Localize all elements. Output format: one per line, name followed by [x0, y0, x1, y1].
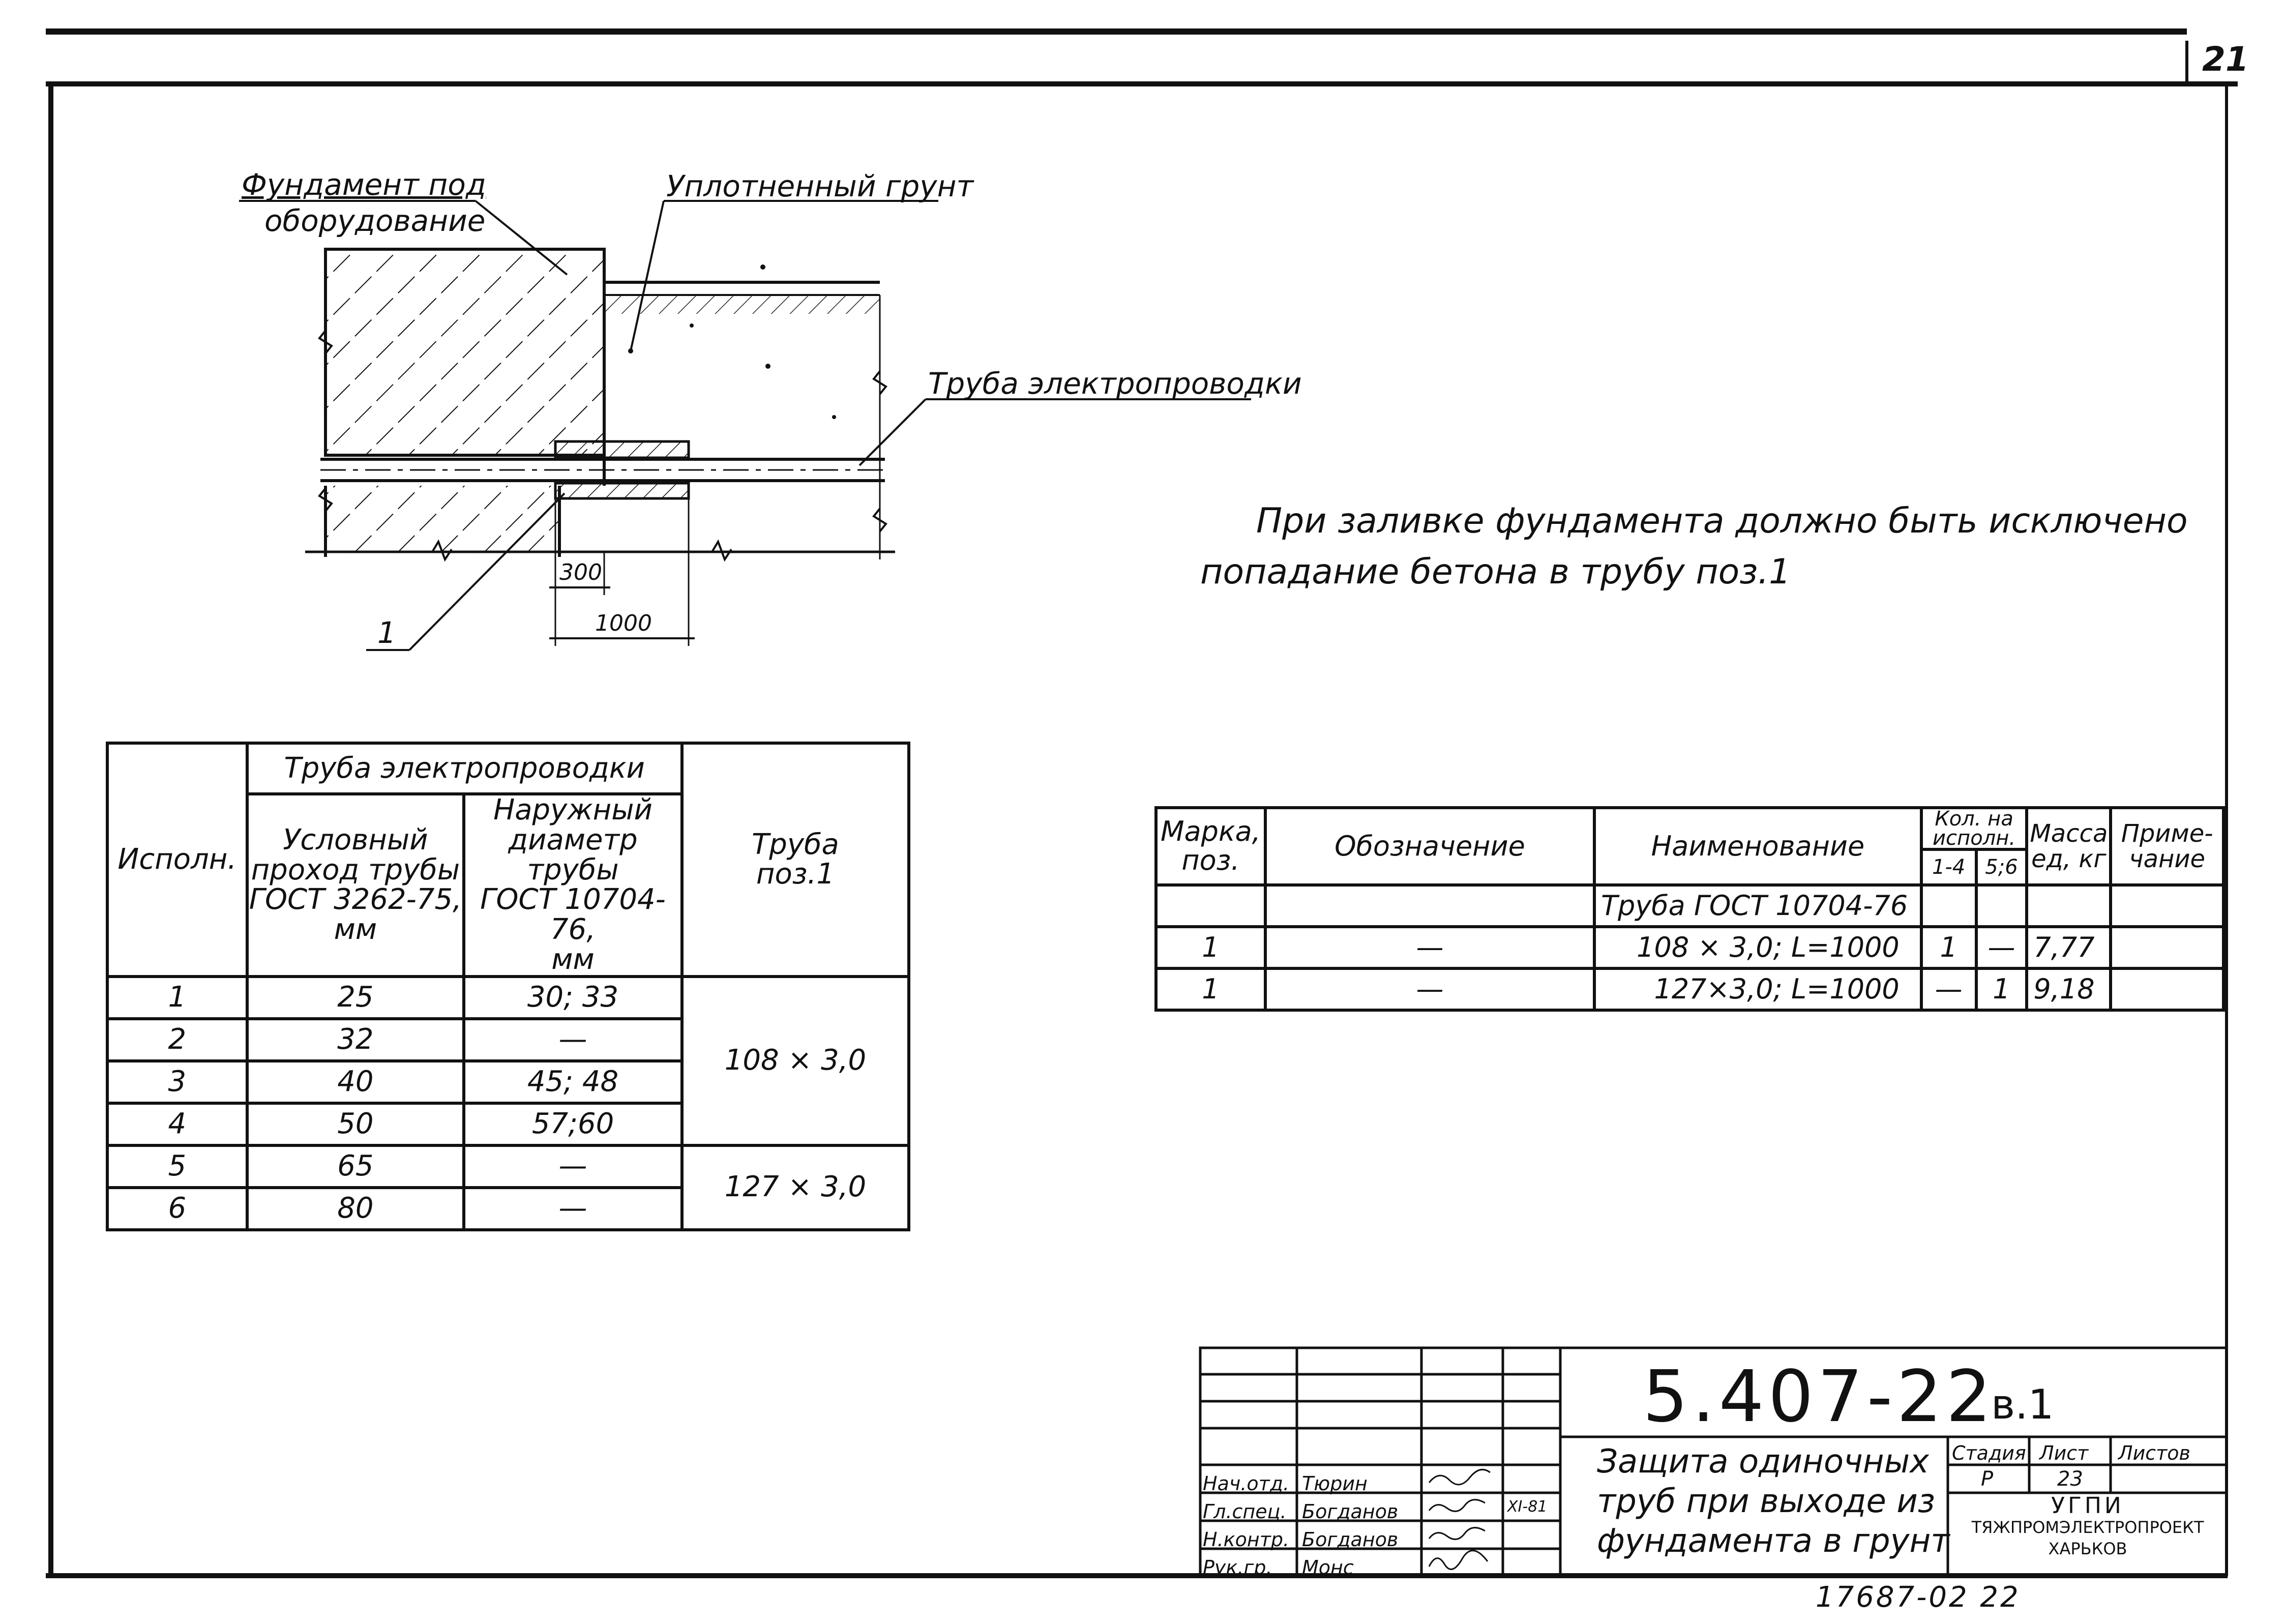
cell-cond: 25	[247, 977, 464, 1019]
label-wiring-pipe: Труба электропроводки	[928, 366, 1302, 401]
label-foundation-2: оборудование	[264, 203, 486, 238]
cell-exec: 2	[107, 1019, 247, 1061]
h-qty-a: 1-4	[1921, 849, 1976, 885]
cell-qty-b: 1	[1976, 968, 2027, 1010]
cell-outer: 30; 33	[464, 977, 682, 1019]
cell-mark: 1	[1156, 927, 1265, 968]
cell-pipe-a: 108 × 3,0	[682, 977, 909, 1145]
cell-qty-b: —	[1976, 927, 2027, 968]
cell-exec: 3	[107, 1061, 247, 1103]
cell-outer: 57;60	[464, 1103, 682, 1145]
header-exec: Исполн.	[107, 743, 247, 977]
cell-mass: 7,77	[2027, 927, 2111, 968]
cell-qty-a: 1	[1921, 927, 1976, 968]
cell-outer: 45; 48	[464, 1061, 682, 1103]
cell-exec: 1	[107, 977, 247, 1019]
cell-outer: —	[464, 1188, 682, 1230]
h-name: Наименование	[1594, 808, 1921, 885]
cell-mark: 1	[1156, 968, 1265, 1010]
cell-exec: 4	[107, 1103, 247, 1145]
h-designation: Обозначение	[1265, 808, 1594, 885]
dim-1000: 1000	[595, 610, 652, 636]
dim-300: 300	[559, 559, 602, 585]
stage-value: Р	[1981, 1467, 1994, 1491]
document-code: 5.407-22	[1643, 1355, 1996, 1438]
cell-cond: 50	[247, 1103, 464, 1145]
header-pipe1: Труба поз.1	[682, 743, 909, 977]
note-line-1: При заливке фундамента должно быть исключено	[1256, 501, 2188, 541]
cell-outer: —	[464, 1019, 682, 1061]
h-qty: Кол. на исполн.	[1921, 808, 2027, 849]
edition: в.1	[1991, 1381, 2054, 1428]
label-position-1: 1	[377, 615, 396, 650]
cell-exec: 6	[107, 1188, 247, 1230]
cell-desig: —	[1265, 968, 1594, 1010]
label-compacted-soil: Уплотненный грунт	[666, 169, 974, 203]
sheet-value: 23	[2057, 1467, 2083, 1491]
organization: УГПИ ТЯЖПРОМЭЛЕКТРОПРОЕКТ ХАРЬКОВ	[1971, 1493, 2204, 1558]
signer-roles: Нач.отд. Гл.спец. Н.контр. Рук.гр.	[1203, 1472, 1290, 1579]
sheets-label: Листов	[2118, 1442, 2190, 1464]
cell-pipe-b: 127 × 3,0	[682, 1145, 909, 1230]
h-qty-b: 5;6	[1976, 849, 2027, 885]
cell-name: 127×3,0; L=1000	[1594, 968, 1921, 1010]
signature-date: XI-81	[1507, 1498, 1548, 1516]
stage-label: Стадия	[1952, 1442, 2026, 1464]
header-group: Труба электропроводки	[247, 743, 682, 794]
cell-mass: 9,18	[2027, 968, 2111, 1010]
h-mark: Марка, поз.	[1156, 808, 1265, 885]
cell-qty-a: —	[1921, 968, 1976, 1010]
document-title: Защита одиночных труб при выходе из фундамента в грунт	[1597, 1443, 1950, 1560]
header-outer: Наружный диаметр трубы ГОСТ 10704-76, мм	[464, 794, 682, 977]
cell-cond: 32	[247, 1019, 464, 1061]
cell-exec: 5	[107, 1145, 247, 1188]
cell-cond: 80	[247, 1188, 464, 1230]
sheet-label: Лист	[2039, 1442, 2089, 1464]
cell-outer: —	[464, 1145, 682, 1188]
page-number: 21	[2202, 40, 2249, 79]
note-line-2: попадание бетона в трубу поз.1	[1200, 552, 1791, 592]
h-mass: Масса ед, кг	[2027, 808, 2111, 885]
cell-desig: —	[1265, 927, 1594, 968]
bottom-code: 17687-02 22	[1816, 1581, 2021, 1614]
header-cond: Условный проход трубы ГОСТ 3262-75, мм	[247, 794, 464, 977]
cell-cond: 40	[247, 1061, 464, 1103]
group-row-label: Труба ГОСТ 10704-76	[1594, 885, 1921, 927]
cell-name: 108 × 3,0; L=1000	[1594, 927, 1921, 968]
h-note: Приме- чание	[2111, 808, 2223, 885]
label-foundation-1: Фундамент под	[242, 167, 486, 202]
cell-cond: 65	[247, 1145, 464, 1188]
signer-names: Тюрин Богданов Богданов Монс	[1302, 1472, 1399, 1579]
